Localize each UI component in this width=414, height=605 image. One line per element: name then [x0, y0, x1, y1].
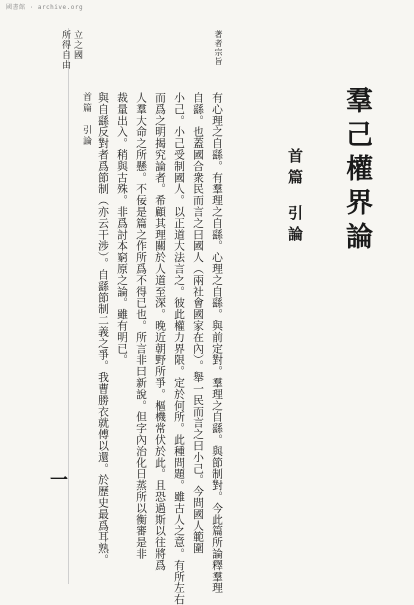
running-footer: 首篇 引論 — [81, 92, 91, 147]
body-text-line: 自繇。也蓋國合衆民而言之曰國人（兩社會國家在內）。舉一民而言之曰小己。今問國人範圍 — [192, 92, 205, 554]
page-number: 一 — [50, 470, 68, 491]
marginal-note-author-intent: 著者宗旨 — [214, 30, 223, 66]
page-gutter-line — [68, 28, 69, 584]
marginal-note-liberty: 所得自由 — [60, 30, 70, 70]
body-text-line: 裁量出入。稍與古殊。非爲討本窮原之論。雖有明已。 — [116, 92, 129, 366]
chapter-subheading: 引論 — [286, 205, 304, 247]
watermark: 國書館 · archive.org — [6, 4, 84, 11]
body-text-line: 人羣大命之所懸。不佞是篇之作所爲不得已也。所言非曰新說。但字內治化日蒸所以衡審是非 — [135, 92, 148, 560]
chapter-heading: 首篇 — [286, 148, 304, 190]
marginal-note-nation: 立之國 — [72, 30, 82, 60]
book-title: 羣己權界論 — [341, 86, 372, 256]
body-text-line: 而爲之明揭究論者。希顧其理關於人道至深。晚近朝野所爭。樞機常伏於此。且恐過斯以往將爲 — [154, 92, 167, 571]
body-text-line: 與自繇反對者爲節制（亦云干涉）。自繇節制二義之爭。我曹勝衣就傅以還。於歷史最爲耳熟。 — [97, 92, 110, 566]
body-text-line: 有心理之自繇。有羣理之自繇。心理之自繇。與前定對。羣理之自繇。與節制對。今此篇所論釋羣理 — [211, 92, 224, 594]
body-text-line: 小己。小己受制國人。以正道大法言之。彼此權力界限。定於何所。此種問題。雖古人之意。有所左右 — [173, 92, 186, 605]
